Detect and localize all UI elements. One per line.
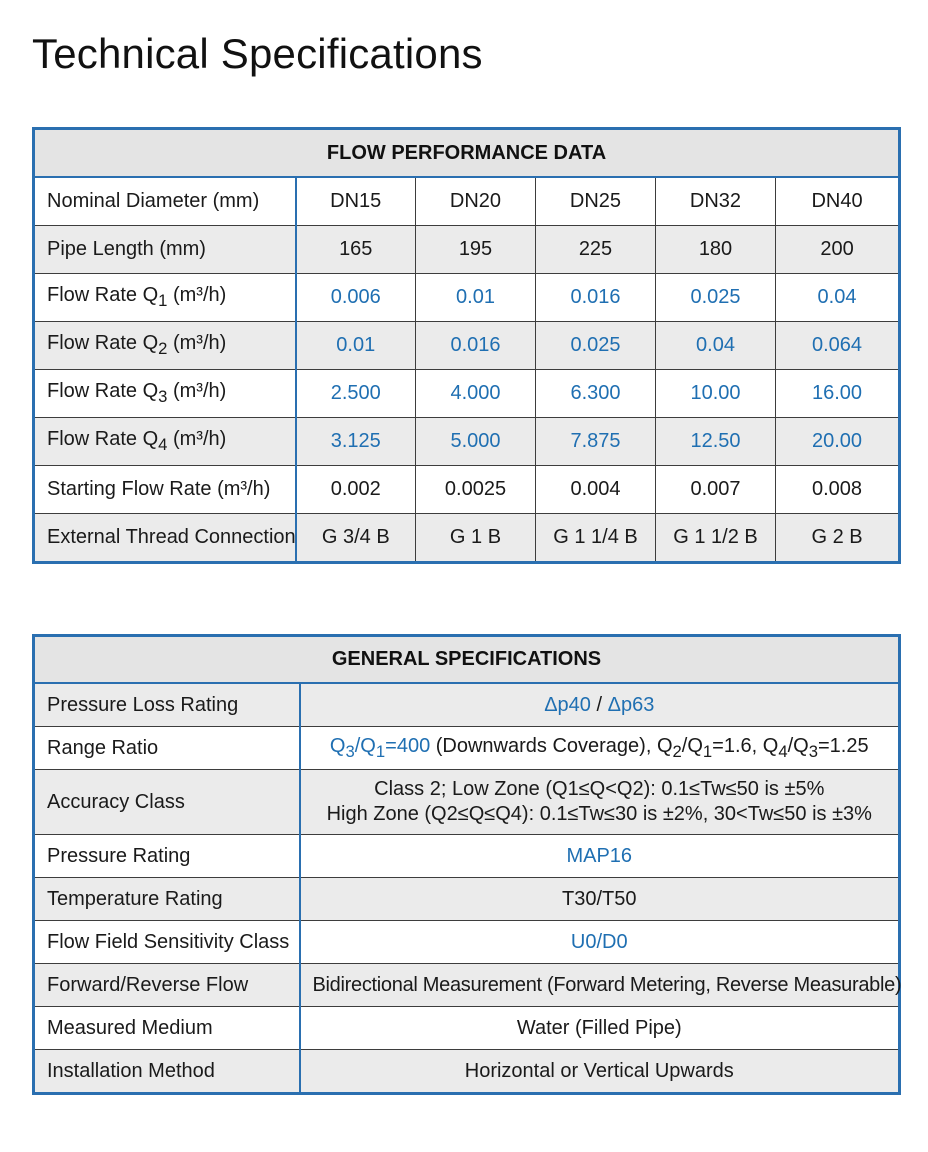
row-label: Range Ratio xyxy=(34,727,300,770)
table-row xyxy=(34,466,900,514)
table-cell: 5.000 xyxy=(416,418,536,466)
label-subscript: 2 xyxy=(158,339,168,358)
flow-table-heading: FLOW PERFORMANCE DATA xyxy=(34,129,900,178)
range-ratio-text: /Q xyxy=(681,734,703,757)
table-row xyxy=(34,177,900,226)
row-value xyxy=(300,727,900,770)
row-value: Water (Filled Pipe) xyxy=(300,1007,900,1050)
table-row xyxy=(34,370,900,418)
general-table-heading: GENERAL SPECIFICATIONS xyxy=(34,636,900,684)
table-cell: 16.00 xyxy=(776,370,900,418)
row-label: Measured Medium xyxy=(34,1007,300,1050)
row-label: External Thread Connection xyxy=(34,514,296,563)
table-row xyxy=(34,1007,900,1050)
table-row xyxy=(34,1050,900,1094)
table-row xyxy=(34,418,900,466)
table-cell: 225 xyxy=(536,226,656,274)
table-cell: 180 xyxy=(656,226,776,274)
table-cell: 0.01 xyxy=(416,274,536,322)
accuracy-line-2: High Zone (Q2≤Q≤Q4): 0.1≤Tw≤30 is ±2%, 30<Tw≤50 is ±3% xyxy=(326,803,872,825)
table-cell: 3.125 xyxy=(296,418,416,466)
row-label: Forward/Reverse Flow xyxy=(34,964,300,1007)
q-subscript: 4 xyxy=(778,741,788,761)
pressure-loss-value-1: Δp40 xyxy=(544,693,591,716)
table-cell: G 1 1/2 B xyxy=(656,514,776,563)
table-cell: 0.002 xyxy=(296,466,416,514)
row-label: Starting Flow Rate (m³/h) xyxy=(34,466,296,514)
table-cell: 200 xyxy=(776,226,900,274)
table-cell: 0.008 xyxy=(776,466,900,514)
q-subscript: 1 xyxy=(702,741,713,761)
table-cell: 7.875 xyxy=(536,418,656,466)
q-subscript: 1 xyxy=(375,741,386,761)
row-value: T30/T50 xyxy=(300,878,900,921)
table-row xyxy=(34,274,900,322)
table-cell: 0.04 xyxy=(656,322,776,370)
flow-performance-table xyxy=(32,127,901,564)
row-value: Horizontal or Vertical Upwards xyxy=(300,1050,900,1094)
table-row xyxy=(34,770,900,835)
row-label xyxy=(34,322,296,370)
table-cell: 0.016 xyxy=(536,274,656,322)
label-text: (m³/h) xyxy=(167,332,227,354)
table-cell: 6.300 xyxy=(536,370,656,418)
row-label: Installation Method xyxy=(34,1050,300,1094)
table-cell: DN20 xyxy=(416,177,536,226)
table-cell: 0.016 xyxy=(416,322,536,370)
range-ratio-text: /Q xyxy=(787,734,809,757)
table-row xyxy=(34,878,900,921)
table-cell: G 1 B xyxy=(416,514,536,563)
table-cell: 0.025 xyxy=(536,322,656,370)
q-subscript: 3 xyxy=(345,741,355,761)
label-text: (m³/h) xyxy=(167,284,227,306)
range-ratio-value: =400 xyxy=(385,734,431,757)
table-cell: 0.01 xyxy=(296,322,416,370)
table-cell: 0.064 xyxy=(776,322,900,370)
row-value: Bidirectional Measurement (Forward Metering, Reverse Measurable) xyxy=(300,964,900,1007)
label-text: Flow Rate Q xyxy=(47,380,159,402)
label-text: Flow Rate Q xyxy=(47,284,159,306)
table-row xyxy=(34,835,900,878)
table-cell: 0.04 xyxy=(776,274,900,322)
q-subscript: 3 xyxy=(808,741,818,761)
table-cell: 0.006 xyxy=(296,274,416,322)
table-cell: DN40 xyxy=(776,177,900,226)
row-label xyxy=(34,418,296,466)
table-row xyxy=(34,921,900,964)
table-cell: DN32 xyxy=(656,177,776,226)
range-ratio-text: =1.6, Q xyxy=(712,734,779,757)
accuracy-line-1: Class 2; Low Zone (Q1≤Q<Q2): 0.1≤Tw≤50 is ±5% xyxy=(374,778,825,800)
row-value: MAP16 xyxy=(300,835,900,878)
row-label: Temperature Rating xyxy=(34,878,300,921)
label-text: Flow Rate Q xyxy=(47,428,159,450)
row-label: Nominal Diameter (mm) xyxy=(34,177,296,226)
table-cell: 165 xyxy=(296,226,416,274)
label-text: Flow Rate Q xyxy=(47,332,159,354)
row-label: Accuracy Class xyxy=(34,770,300,835)
range-ratio-main xyxy=(329,734,431,761)
pressure-loss-value-2: Δp63 xyxy=(607,693,655,716)
table-cell: 12.50 xyxy=(656,418,776,466)
pressure-loss-separator: / xyxy=(590,693,608,716)
table-row xyxy=(34,727,900,770)
row-value: U0/D0 xyxy=(300,921,900,964)
table-row xyxy=(34,226,900,274)
q-symbol: /Q xyxy=(354,734,376,757)
label-subscript: 4 xyxy=(158,435,168,454)
row-label xyxy=(34,274,296,322)
table-row xyxy=(34,322,900,370)
table-cell: 0.0025 xyxy=(416,466,536,514)
row-label: Pipe Length (mm) xyxy=(34,226,296,274)
row-label: Pressure Loss Rating xyxy=(34,683,300,727)
table-cell: 0.007 xyxy=(656,466,776,514)
table-cell: 10.00 xyxy=(656,370,776,418)
row-label: Pressure Rating xyxy=(34,835,300,878)
row-label: Flow Field Sensitivity Class xyxy=(34,921,300,964)
general-specifications-table xyxy=(32,634,901,1095)
page-title: Technical Specifications xyxy=(32,30,483,77)
table-cell: G 3/4 B xyxy=(296,514,416,563)
q-subscript: 2 xyxy=(672,741,682,761)
row-value xyxy=(300,770,900,835)
label-subscript: 1 xyxy=(158,291,168,310)
range-ratio-text: (Downwards Coverage), Q xyxy=(430,734,673,757)
flow-table-body xyxy=(34,177,900,563)
table-cell: 0.004 xyxy=(536,466,656,514)
q-symbol: Q xyxy=(329,734,346,757)
range-ratio-text: =1.25 xyxy=(817,734,869,757)
table-cell: 2.500 xyxy=(296,370,416,418)
table-cell: G 2 B xyxy=(776,514,900,563)
table-row xyxy=(34,964,900,1007)
table-cell: 195 xyxy=(416,226,536,274)
table-cell: DN15 xyxy=(296,177,416,226)
table-cell: 20.00 xyxy=(776,418,900,466)
table-row xyxy=(34,683,900,727)
label-text: (m³/h) xyxy=(167,428,227,450)
table-row xyxy=(34,514,900,563)
table-cell: G 1 1/4 B xyxy=(536,514,656,563)
label-text: (m³/h) xyxy=(167,380,227,402)
row-label xyxy=(34,370,296,418)
table-cell: 4.000 xyxy=(416,370,536,418)
row-value xyxy=(300,683,900,727)
label-subscript: 3 xyxy=(158,387,168,406)
table-cell: 0.025 xyxy=(656,274,776,322)
table-cell: DN25 xyxy=(536,177,656,226)
